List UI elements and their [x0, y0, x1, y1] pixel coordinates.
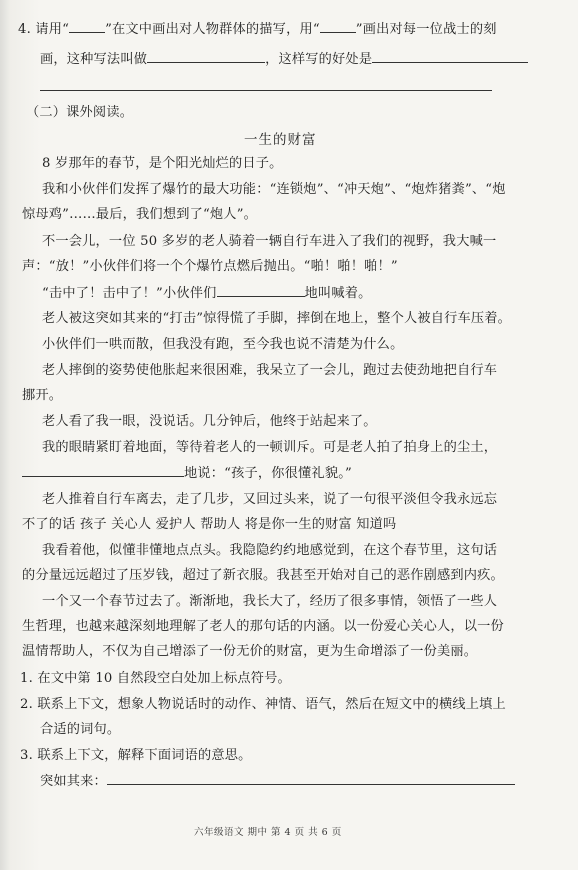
question-2-line-1: 2. 联系上下文，想象人物说话时的动作、神情、语气，然后在短文中的横线上填上 — [20, 697, 506, 712]
question-4-line-2 — [40, 50, 528, 69]
article-paragraph-12-line-2: 生哲理，也越来越深刻地理解了老人的那句话的内涵。以一份爱心关心人，以一份 — [22, 619, 504, 634]
p9-text: 地说：“孩子，你很懂礼貌。” — [184, 466, 352, 481]
article-paragraph-9-line-1: 我的眼睛紧盯着地面，等待着老人的一顿训斥。可是老人拍了拍身上的尘土， — [42, 440, 498, 455]
question-1: 1. 在文中第 10 自然段空白处加上标点符号。 — [20, 671, 291, 686]
q4-blank-benefit[interactable] — [372, 50, 528, 63]
p4-blank[interactable] — [217, 284, 305, 297]
article-paragraph-6: 小伙伴们一哄而散，但我没有跑，至今我也说不清楚为什么。 — [42, 337, 404, 352]
question-4-line-1 — [18, 20, 497, 39]
article-paragraph-4 — [42, 284, 371, 303]
q4-blank-benefit-cont[interactable] — [40, 78, 492, 91]
q3-term: 突如其来： — [40, 774, 107, 789]
article-paragraph-10-line-1: 老人推着自行车离去，走了几步，又回过头来，说了一句很平淡但令我永远忘 — [42, 492, 498, 507]
q4-text-d: 画，这种写法叫做 — [40, 52, 148, 67]
article-paragraph-12-line-3: 温情帮助人，不仅为自己增添了一份无价的财富，更为生命增添了一份美丽。 — [22, 644, 478, 659]
question-3: 3. 联系上下文，解释下面词语的意思。 — [20, 748, 252, 763]
section-heading: （二）课外阅读。 — [26, 105, 134, 120]
article-paragraph-3-line-2: 声：“放！”小伙伴们将一个个爆竹点燃后抛出。“啪！啪！啪！” — [22, 259, 398, 274]
q4-text-a: 4. 请用“ — [18, 22, 70, 37]
page-footer: 六年级语文 期中 第 4 页 共 6 页 — [194, 827, 342, 838]
q4-blank-b[interactable] — [320, 20, 356, 33]
article-paragraph-7-line-1: 老人摔倒的姿势使他胀起来很困难，我呆立了一会儿，跑过去使劲地把自行车 — [42, 363, 498, 378]
q4-text-b: ”在文中画出对人物群体的描写，用“ — [105, 22, 320, 37]
article-paragraph-5: 老人被这突如其来的“打击”惊得慌了手脚，摔倒在地上，整个人被自行车压着。 — [42, 311, 512, 326]
article-paragraph-11-line-2: 的分量远远超过了压岁钱，超过了新衣服。我甚至开始对自己的恶作剧感到内疚。 — [22, 568, 504, 583]
article-paragraph-10-line-2: 不了的话 孩子 关心人 爱护人 帮助人 将是你一生的财富 知道吗 — [22, 517, 397, 532]
q4-text-c: ”画出对每一位战士的刻 — [355, 22, 497, 37]
article-paragraph-3-line-1: 不一会儿，一位 50 多岁的老人骑着一辆自行车进入了我们的视野，我大喊一 — [42, 234, 497, 249]
article-paragraph-9-line-2 — [22, 464, 352, 483]
article-paragraph-2-line-1: 我和小伙伴们发挥了爆竹的最大功能：“连锁炮”、“冲天炮”、“炮炸猪粪”、“炮 — [42, 182, 506, 197]
article-paragraph-7-line-2: 挪开。 — [22, 388, 63, 403]
article-paragraph-11-line-1: 我看着他，似懂非懂地点点头。我隐隐约约地感觉到，在这个春节里，这句话 — [42, 543, 498, 558]
article-paragraph-1: 8 岁那年的春节，是个阳光灿烂的日子。 — [42, 156, 283, 171]
p4-text-b: 地叫喊着。 — [304, 286, 372, 301]
p9-blank[interactable] — [22, 464, 184, 477]
article-paragraph-12-line-1: 一个又一个春节过去了。渐渐地，我长大了，经历了很多事情，领悟了一些人 — [42, 594, 498, 609]
q4-text-e: ，这样写的好处是 — [265, 52, 373, 67]
question-3-item — [40, 772, 515, 791]
p4-text-a: “击中了！击中了！”小伙伴们 — [42, 286, 217, 301]
question-2-line-2: 合适的词句。 — [40, 722, 121, 737]
question-4-line-3 — [40, 78, 492, 97]
article-paragraph-2-line-2: 惊母鸡”……最后，我们想到了“炮人”。 — [22, 207, 258, 222]
article-paragraph-8: 老人看了我一眼，没说话。几分钟后，他终于站起来了。 — [42, 414, 377, 429]
q3-answer-blank[interactable] — [107, 772, 515, 785]
q4-blank-a[interactable] — [69, 20, 105, 33]
q4-blank-method[interactable] — [147, 50, 265, 63]
article-title: 一生的财富 — [244, 132, 317, 148]
